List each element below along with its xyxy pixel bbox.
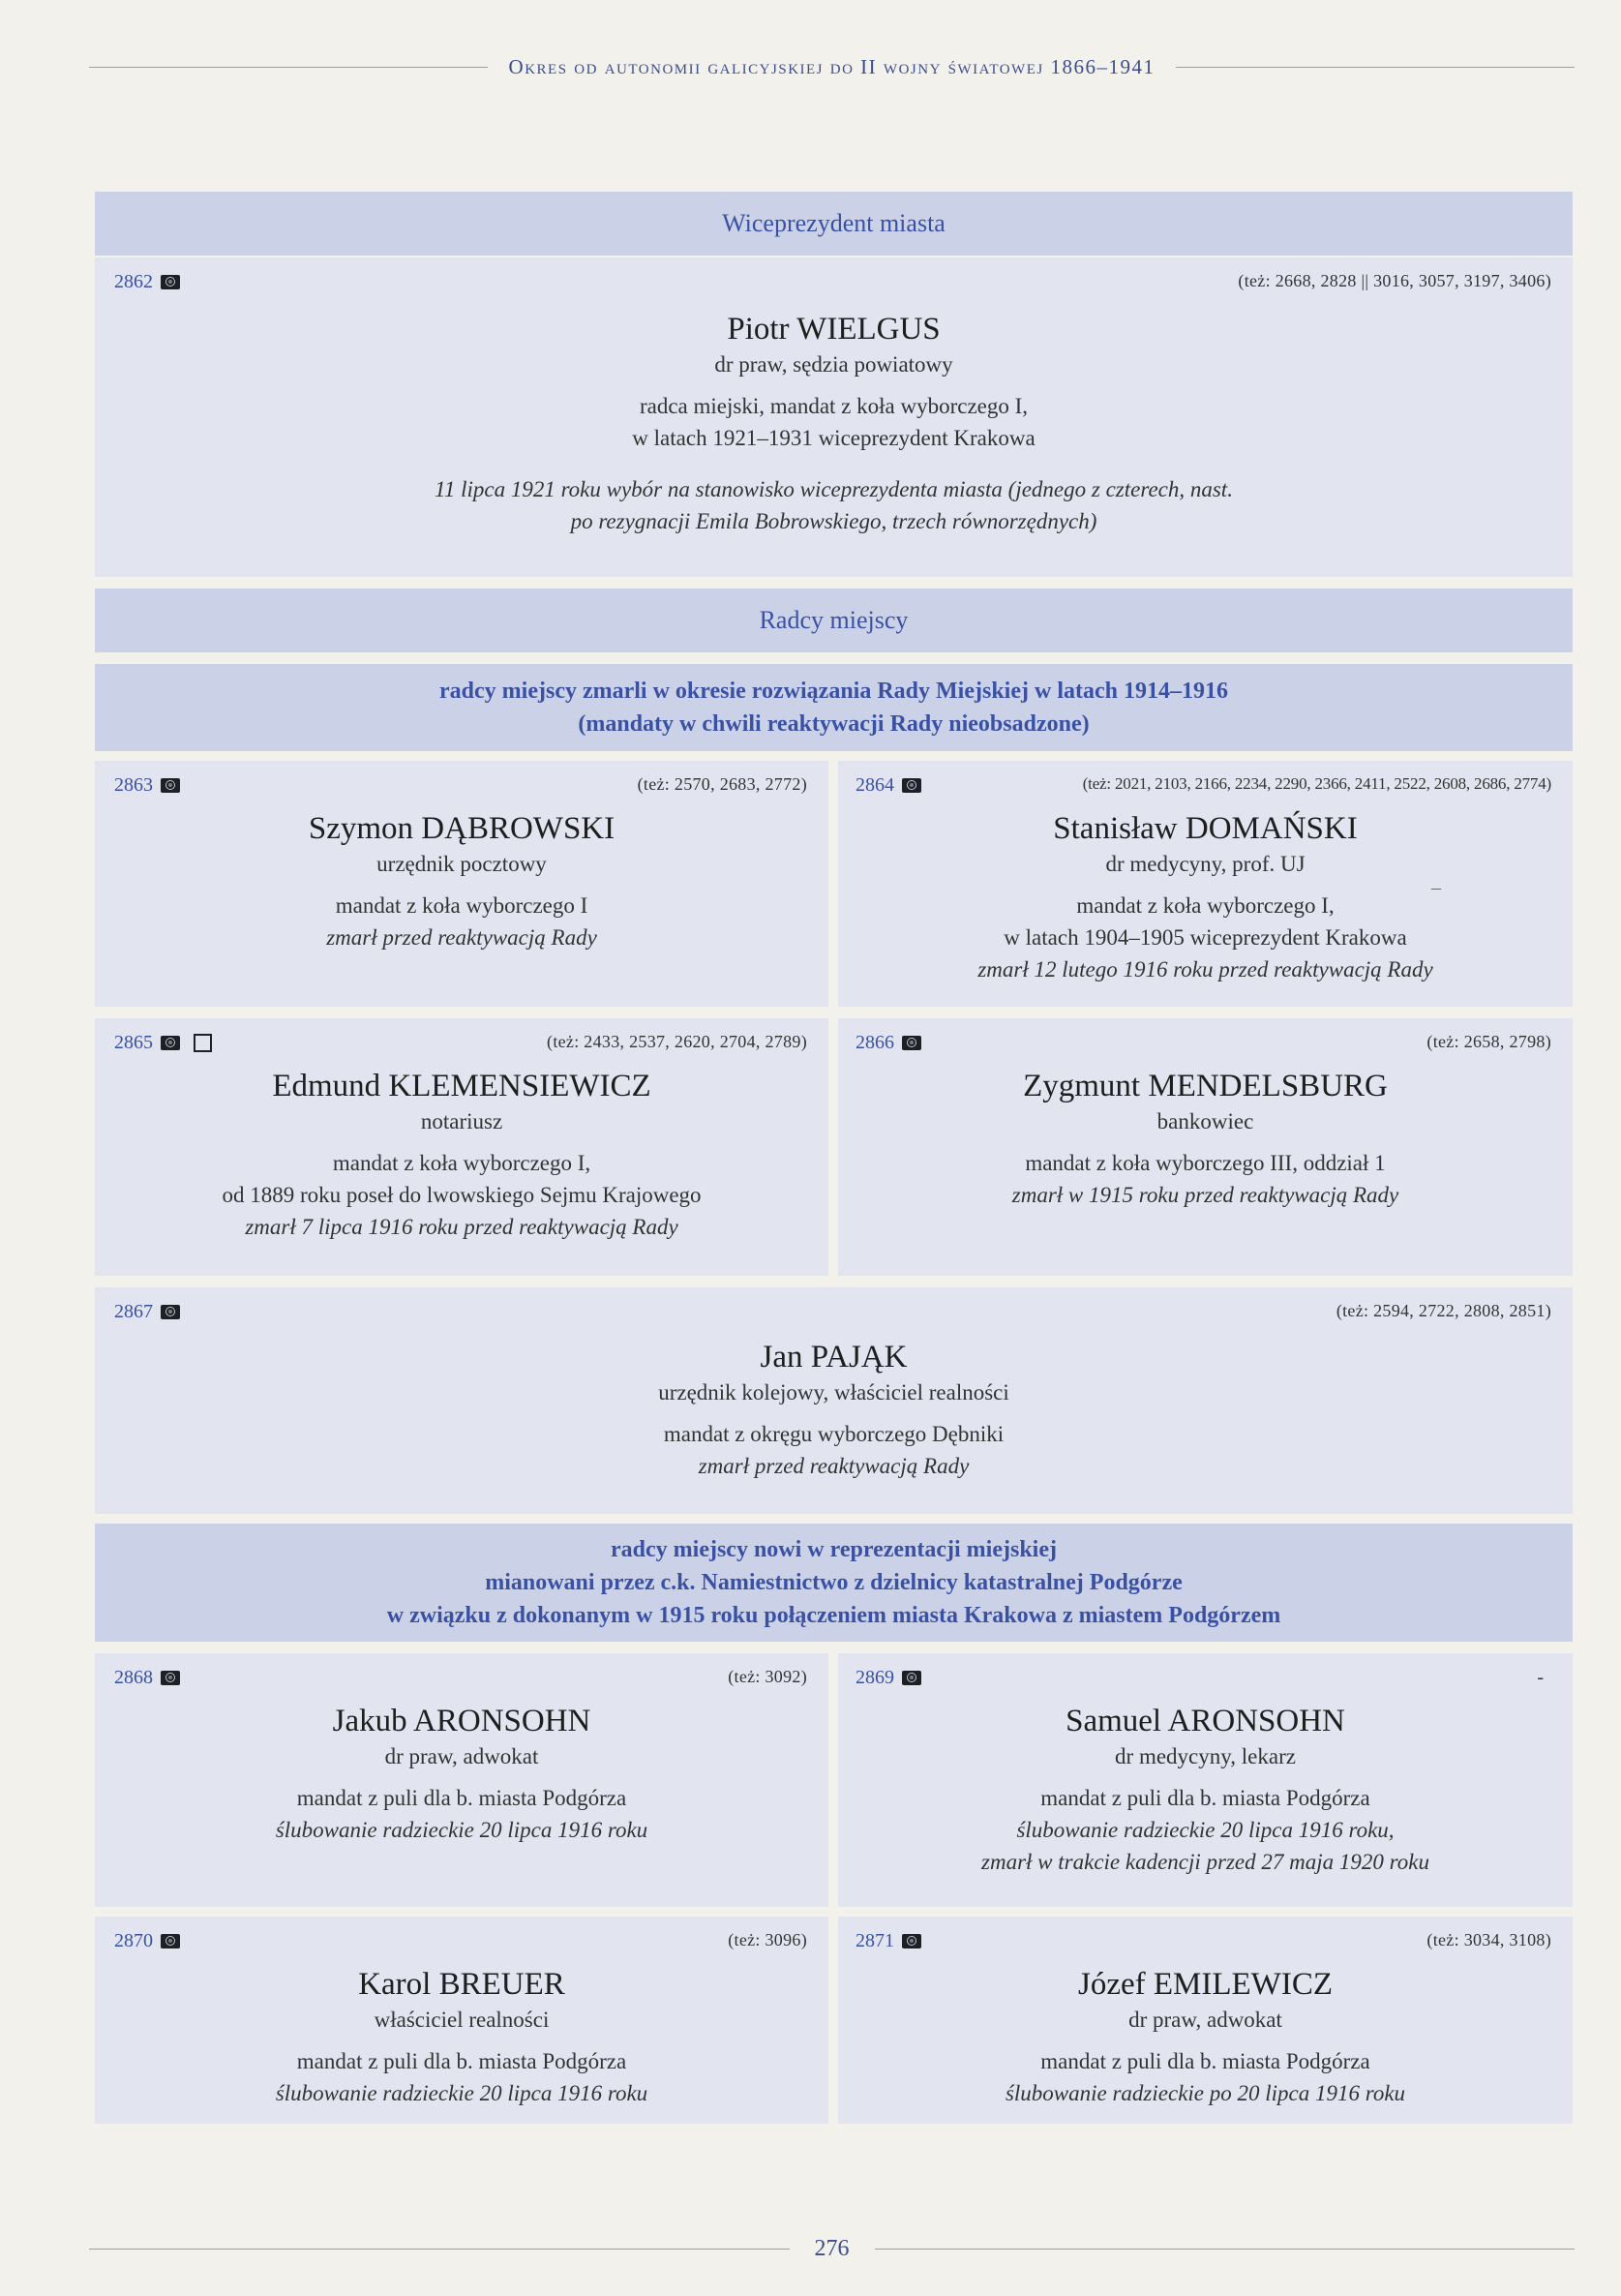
profession: dr medycyny, lekarz (1115, 1744, 1296, 1768)
entry-card-2871 (838, 1917, 1573, 2124)
footer-rule-right (875, 2249, 1576, 2250)
camera-icon (902, 778, 921, 793)
cross-references: (też: 3096) (728, 1930, 807, 1949)
subsection-line: radcy miejscy zmarli w okresie rozwiązania Rady Miejskiej w latach 1914–1916 (439, 679, 1228, 704)
entry-content (95, 1338, 1573, 1482)
person-name: Karol BREUER (358, 1967, 565, 2002)
entry-content (838, 809, 1573, 985)
mandate-line: mandat z puli dla b. miasta Podgórza (1040, 1786, 1370, 1810)
section-vice-president (95, 192, 1573, 256)
cross-references: (też: 2021, 2103, 2166, 2234, 2290, 2366, 2411, 2522, 2608, 2686, 2774) (1082, 774, 1551, 793)
entry-number-text: 2871 (856, 1930, 894, 1951)
entry-number (114, 1301, 180, 1323)
section-title: Radcy miejscy (759, 606, 909, 634)
mandate-line: mandat z puli dla b. miasta Podgórza (296, 2049, 627, 2073)
entry-note: zmarł 12 lutego 1916 roku przed reaktywacją Rady (977, 957, 1433, 982)
entry-card-2869 (838, 1653, 1573, 1907)
camera-icon (902, 1934, 921, 1949)
entry-note: ślubowanie radzieckie 20 lipca 1916 roku, (1016, 1818, 1395, 1842)
entry-note: po rezygnacji Emila Bobrowskiego, trzech równorzędnych) (570, 509, 1097, 533)
entry-content (95, 1067, 828, 1243)
entry-number-text: 2863 (114, 774, 153, 796)
entry-note: zmarł przed reaktywacją Rady (326, 925, 597, 950)
person-name: Jan PAJĄK (760, 1340, 908, 1375)
entry-card-2868 (95, 1653, 828, 1907)
section-title: Wiceprezydent miasta (722, 209, 946, 237)
subsection-died (95, 664, 1573, 751)
entry-content (838, 1702, 1573, 1878)
page-number: 276 (814, 2235, 850, 2261)
profession: urzędnik kolejowy, właściciel realności (658, 1380, 1009, 1405)
profession: właściciel realności (374, 2008, 550, 2032)
profession: notariusz (420, 1109, 503, 1133)
entry-number-text: 2862 (114, 271, 153, 292)
entry-number (114, 1667, 180, 1689)
mandate-line: mandat z koła wyborczego I, (1076, 893, 1335, 918)
entry-card-2862 (95, 257, 1573, 577)
camera-icon (161, 1036, 180, 1050)
person-name: Samuel ARONSOHN (1066, 1704, 1345, 1738)
entry-note: zmarł 7 lipca 1916 roku przed reaktywacją Rady (245, 1215, 678, 1239)
subsection-line: (mandaty w chwili reaktywacji Rady nieobsadzone) (578, 711, 1090, 737)
profession: urzędnik pocztowy (376, 852, 547, 876)
entry-number (856, 774, 921, 797)
entry-card-2864 (838, 761, 1573, 1007)
cross-references: (też: 2668, 2828 || 3016, 3057, 3197, 3406) (1238, 271, 1551, 290)
entry-number (856, 1032, 921, 1054)
entry-note: 11 lipca 1921 roku wybór na stanowisko wiceprezydenta miasta (jednego z czterech, nast. (435, 477, 1233, 501)
entry-content (95, 809, 828, 953)
subsection-line: mianowani przez c.k. Namiestnictwo z dzielnicy katastralnej Podgórze (485, 1570, 1183, 1595)
profession: dr praw, adwokat (384, 1744, 539, 1768)
mandate-line: mandat z okręgu wyborczego Dębniki (663, 1422, 1005, 1446)
entry-number-text: 2870 (114, 1930, 153, 1951)
entry-content (95, 1965, 828, 2109)
entry-note: ślubowanie radzieckie po 20 lipca 1916 roku (1005, 2081, 1406, 2105)
person-name: Edmund KLEMENSIEWICZ (272, 1069, 651, 1103)
camera-icon (161, 275, 180, 289)
cross-references: (też: 3092) (728, 1667, 807, 1686)
camera-icon (161, 1671, 180, 1685)
mandate-line: od 1889 roku poseł do lwowskiego Sejmu Krajowego (222, 1183, 702, 1207)
entry-card-2865 (95, 1018, 828, 1276)
running-head-text: Okres od autonomii galicyjskiej do II wojny światowej 1866–1941 (508, 54, 1156, 78)
camera-icon (161, 1305, 180, 1319)
entry-content (95, 1702, 828, 1846)
entry-card-2863 (95, 761, 828, 1007)
running-head-rule-left (89, 67, 488, 68)
cross-references: (też: 2433, 2537, 2620, 2704, 2789) (547, 1032, 807, 1051)
entry-number-text: 2868 (114, 1667, 153, 1688)
entry-number (856, 1667, 921, 1689)
mandate-line: mandat z puli dla b. miasta Podgórza (296, 1786, 627, 1810)
entry-number-text: 2864 (856, 774, 894, 796)
entry-number (114, 1032, 212, 1054)
person-name: Józef EMILEWICZ (1078, 1967, 1333, 2002)
entry-number-text: 2866 (856, 1032, 894, 1053)
mandate-line: mandat z puli dla b. miasta Podgórza (1040, 2049, 1370, 2073)
entry-note: zmarł w 1915 roku przed reaktywacją Rady (1011, 1183, 1399, 1207)
person-name: Stanisław DOMAŃSKI (1053, 811, 1358, 846)
camera-icon (161, 1934, 180, 1949)
mandate-line: radca miejski, mandat z koła wyborczego I, (639, 394, 1029, 418)
entry-content (95, 310, 1573, 537)
entry-note: zmarł przed reaktywacją Rady (698, 1454, 970, 1478)
square-icon (194, 1034, 212, 1052)
person-name: Piotr WIELGUS (727, 312, 941, 347)
dash-mark: – (1431, 877, 1441, 898)
entry-number (114, 1930, 180, 1952)
mandate-line: mandat z koła wyborczego I (335, 893, 588, 918)
profession: dr medycyny, prof. UJ (1105, 852, 1306, 876)
cross-references: (też: 2594, 2722, 2808, 2851) (1336, 1301, 1551, 1320)
cross-references: (też: 2658, 2798) (1426, 1032, 1551, 1051)
person-name: Zygmunt MENDELSBURG (1023, 1069, 1388, 1103)
camera-icon (902, 1671, 921, 1685)
running-head-rule-right (1176, 67, 1575, 68)
profession: dr praw, adwokat (1128, 2008, 1282, 2032)
entry-card-2870 (95, 1917, 828, 2124)
profession: bankowiec (1156, 1109, 1254, 1133)
mandate-line: mandat z koła wyborczego I, (332, 1151, 591, 1175)
entry-number (856, 1930, 921, 1952)
cross-references: (też: 3034, 3108) (1426, 1930, 1551, 1949)
entry-note: zmarł w trakcie kadencji przed 27 maja 1920 roku (981, 1850, 1429, 1874)
entry-number-text: 2865 (114, 1032, 153, 1053)
entry-note: ślubowanie radzieckie 20 lipca 1916 roku (275, 1818, 648, 1842)
subsection-new (95, 1524, 1573, 1642)
section-councillors (95, 589, 1573, 652)
mandate-line: mandat z koła wyborczego III, oddział 1 (1025, 1151, 1386, 1175)
page-footer (89, 2231, 1575, 2266)
camera-icon (161, 778, 180, 793)
entry-number-text: 2867 (114, 1301, 153, 1322)
subsection-line: w związku z dokonanym w 1915 roku połączeniem miasta Krakowa z miastem Podgórzem (386, 1603, 1281, 1628)
person-name: Jakub ARONSOHN (332, 1704, 591, 1738)
entry-number-text: 2869 (856, 1667, 894, 1688)
entry-note: ślubowanie radzieckie 20 lipca 1916 roku (275, 2081, 648, 2105)
entry-content (838, 1067, 1573, 1211)
cross-references: (też: 2570, 2683, 2772) (637, 774, 807, 794)
cross-references: - (1537, 1667, 1544, 1688)
entry-content (838, 1965, 1573, 2109)
footer-rule-left (89, 2249, 790, 2250)
subsection-line: radcy miejscy nowi w reprezentacji miejskiej (611, 1537, 1057, 1562)
mandate-line: w latach 1904–1905 wiceprezydent Krakowa (1004, 925, 1407, 950)
person-name: Szymon DĄBROWSKI (308, 811, 615, 846)
camera-icon (902, 1036, 921, 1050)
entry-card-2867 (95, 1287, 1573, 1514)
mandate-line: w latach 1921–1931 wiceprezydent Krakowa (632, 426, 1036, 450)
entry-number (114, 271, 180, 293)
running-head (89, 50, 1575, 83)
profession: dr praw, sędzia powiatowy (714, 352, 953, 377)
entry-number (114, 774, 180, 797)
entry-card-2866 (838, 1018, 1573, 1276)
